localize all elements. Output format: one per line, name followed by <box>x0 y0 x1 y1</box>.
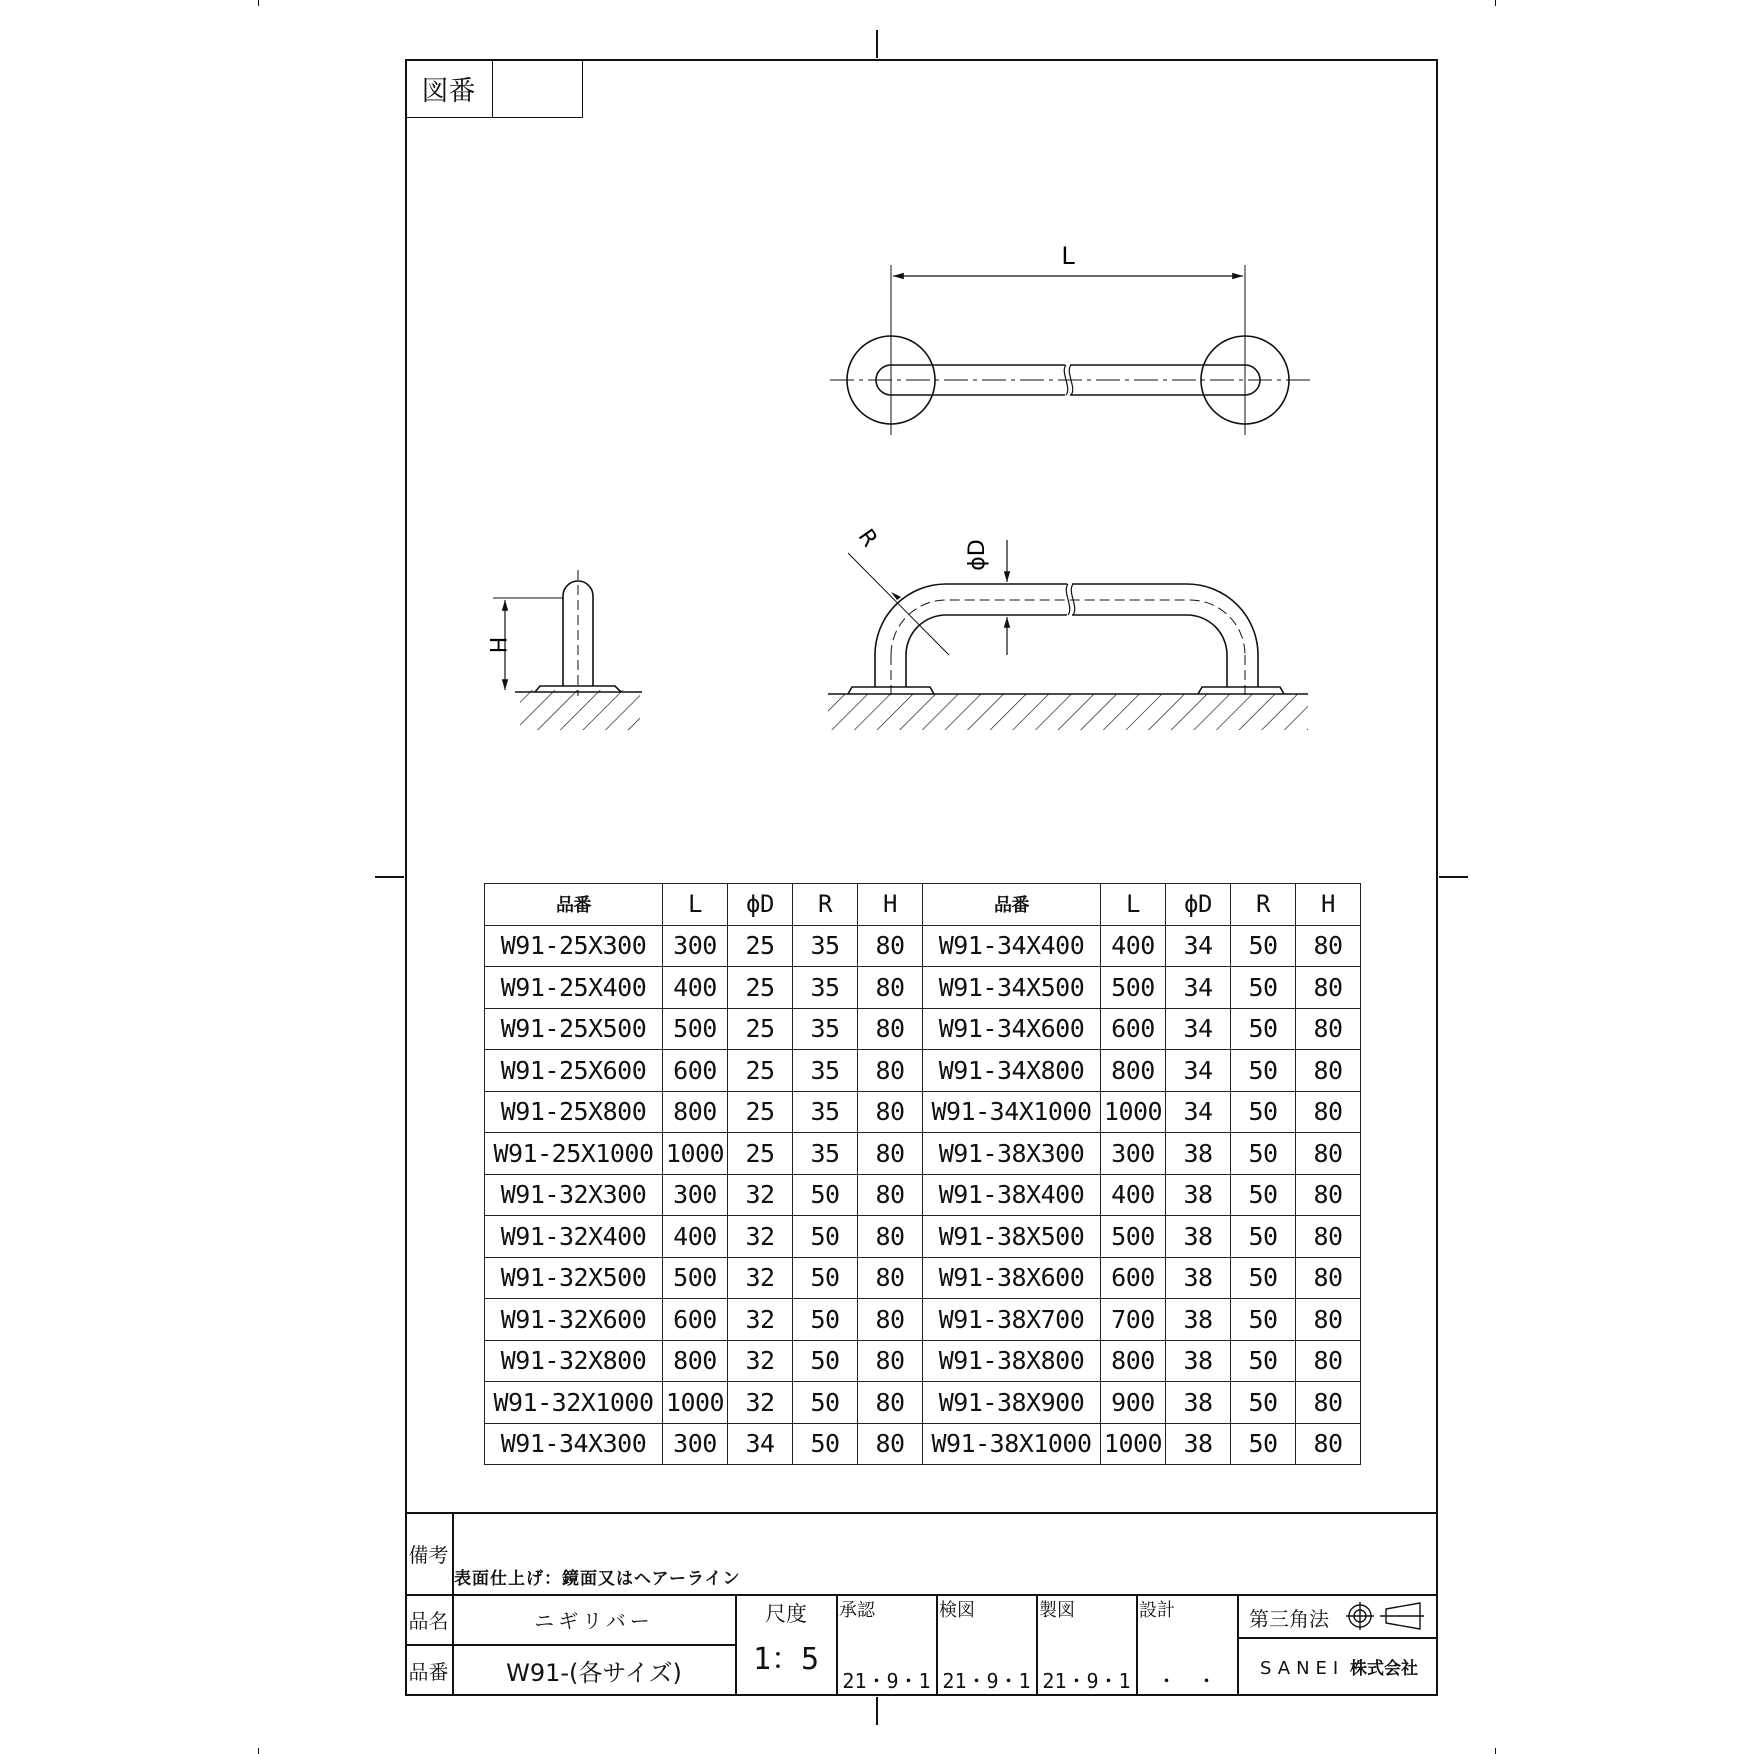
center-mark-bottom <box>876 1697 878 1725</box>
cell-R: 50 <box>1231 1174 1296 1216</box>
cell-L: 400 <box>1101 925 1166 967</box>
cell-L: 800 <box>1101 1050 1166 1092</box>
cell-H: 80 <box>1296 1340 1361 1382</box>
cell-L: 400 <box>663 1216 728 1258</box>
cell-L: 500 <box>663 1257 728 1299</box>
cell-D: 32 <box>728 1257 793 1299</box>
table-row <box>485 925 1361 967</box>
check-label: 検図 <box>939 1600 975 1621</box>
cell-D: 34 <box>1166 967 1231 1009</box>
cell-R: 35 <box>793 1050 858 1092</box>
product-name-value: ニギリバー <box>534 1608 654 1633</box>
cell-part-number: W91-32X1000 <box>485 1382 663 1424</box>
cell-L: 1000 <box>1101 1091 1166 1133</box>
cell-L: 600 <box>1101 1008 1166 1050</box>
cell-H: 80 <box>1296 925 1361 967</box>
draft-label: 製図 <box>1039 1600 1075 1621</box>
cell-L: 300 <box>1101 1133 1166 1175</box>
cell-D: 25 <box>728 967 793 1009</box>
cell-L: 300 <box>663 1174 728 1216</box>
cell-R: 35 <box>793 1133 858 1175</box>
part-number-value: W91-(各サイズ) <box>506 1659 682 1687</box>
col-header-R: R <box>793 884 858 926</box>
cell-D: 32 <box>728 1299 793 1341</box>
cell-R: 50 <box>793 1299 858 1341</box>
side-view <box>493 570 642 730</box>
cell-part-number: W91-25X300 <box>485 925 663 967</box>
approval-label: 承認 <box>839 1600 875 1621</box>
cell-H: 80 <box>1296 1257 1361 1299</box>
cell-R: 50 <box>1231 967 1296 1009</box>
table-row <box>485 1299 1361 1341</box>
cell-L: 300 <box>663 925 728 967</box>
cell-R: 50 <box>793 1340 858 1382</box>
cell-L: 1000 <box>1101 1423 1166 1465</box>
cell-H: 80 <box>1296 1050 1361 1092</box>
part-number-label: 品番 <box>408 1660 449 1684</box>
cell-part-number: W91-32X800 <box>485 1340 663 1382</box>
cell-part-number: W91-32X500 <box>485 1257 663 1299</box>
cell-D: 32 <box>728 1382 793 1424</box>
cell-H: 80 <box>1296 1133 1361 1175</box>
cell-D: 32 <box>728 1174 793 1216</box>
cell-L: 600 <box>1101 1257 1166 1299</box>
cell-L: 1000 <box>663 1382 728 1424</box>
cell-L: 500 <box>1101 967 1166 1009</box>
dim-label-H: H <box>484 636 509 654</box>
cell-H: 80 <box>858 1423 923 1465</box>
company-name <box>1260 1654 1418 1679</box>
cell-D: 34 <box>1166 1091 1231 1133</box>
cell-R: 50 <box>1231 1133 1296 1175</box>
cell-part-number: W91-34X800 <box>923 1050 1101 1092</box>
cell-H: 80 <box>1296 967 1361 1009</box>
check-date: 21・9・1 <box>942 1668 1031 1693</box>
cell-part-number: W91-34X400 <box>923 925 1101 967</box>
cell-D: 25 <box>728 1133 793 1175</box>
cell-R: 50 <box>1231 1423 1296 1465</box>
table-row <box>485 1216 1361 1258</box>
company-name-text: SANEI <box>1260 1658 1345 1679</box>
cell-L: 1000 <box>663 1133 728 1175</box>
cell-R: 50 <box>1231 1257 1296 1299</box>
cell-D: 38 <box>1166 1174 1231 1216</box>
cell-L: 500 <box>1101 1216 1166 1258</box>
cell-part-number: W91-25X1000 <box>485 1133 663 1175</box>
cell-part-number: W91-25X400 <box>485 967 663 1009</box>
cell-R: 35 <box>793 925 858 967</box>
dim-line-R <box>848 553 949 655</box>
cell-R: 35 <box>793 1091 858 1133</box>
cell-R: 50 <box>1231 1050 1296 1092</box>
cell-D: 34 <box>1166 1008 1231 1050</box>
title-block-top-rule <box>405 1512 1438 1514</box>
draft-date: 21・9・1 <box>1042 1668 1131 1693</box>
col-header-L: L <box>1101 884 1166 926</box>
cell-L: 800 <box>1101 1340 1166 1382</box>
cell-H: 80 <box>858 1216 923 1258</box>
cell-D: 25 <box>728 925 793 967</box>
cell-D: 38 <box>1166 1299 1231 1341</box>
cell-part-number: W91-34X500 <box>923 967 1101 1009</box>
cell-part-number: W91-32X400 <box>485 1216 663 1258</box>
cell-part-number: W91-38X900 <box>923 1382 1101 1424</box>
cell-D: 38 <box>1166 1133 1231 1175</box>
col-header-D: ϕD <box>1166 884 1231 926</box>
table-row <box>485 1133 1361 1175</box>
cell-R: 50 <box>793 1174 858 1216</box>
cell-R: 50 <box>1231 1091 1296 1133</box>
table-row <box>485 1423 1361 1465</box>
cell-H: 80 <box>858 1174 923 1216</box>
col-header-H: H <box>1296 884 1361 926</box>
table-header-row <box>485 884 1361 926</box>
corner-mark-br <box>1495 1748 1496 1754</box>
cell-R: 35 <box>793 967 858 1009</box>
cell-D: 34 <box>1166 1050 1231 1092</box>
dim-label-L: L <box>1061 242 1075 270</box>
cell-part-number: W91-38X700 <box>923 1299 1101 1341</box>
cell-H: 80 <box>858 1133 923 1175</box>
projection-label: 第三角法 <box>1249 1607 1329 1631</box>
cell-part-number: W91-38X800 <box>923 1340 1101 1382</box>
col-header-part-number: 品番 <box>485 884 663 926</box>
cell-part-number: W91-38X1000 <box>923 1423 1101 1465</box>
cell-H: 80 <box>858 967 923 1009</box>
cell-R: 50 <box>793 1382 858 1424</box>
cell-R: 50 <box>1231 1340 1296 1382</box>
col-header-R: R <box>1231 884 1296 926</box>
cell-L: 500 <box>663 1008 728 1050</box>
cell-part-number: W91-38X300 <box>923 1133 1101 1175</box>
cell-D: 25 <box>728 1050 793 1092</box>
cell-D: 32 <box>728 1340 793 1382</box>
cell-D: 38 <box>1166 1423 1231 1465</box>
cell-L: 300 <box>663 1423 728 1465</box>
cell-H: 80 <box>858 1008 923 1050</box>
cell-part-number: W91-25X600 <box>485 1050 663 1092</box>
dim-label-R: R <box>852 524 882 552</box>
design-col-rule <box>1237 1594 1239 1696</box>
cell-part-number: W91-34X1000 <box>923 1091 1101 1133</box>
scale-value: 1：5 <box>752 1642 820 1677</box>
table-row <box>485 1257 1361 1299</box>
cell-R: 50 <box>1231 1299 1296 1341</box>
cell-L: 800 <box>663 1340 728 1382</box>
cell-L: 900 <box>1101 1382 1166 1424</box>
cell-H: 80 <box>1296 1423 1361 1465</box>
cell-R: 50 <box>1231 925 1296 967</box>
cell-R: 50 <box>1231 1382 1296 1424</box>
cell-D: 38 <box>1166 1257 1231 1299</box>
specification-table <box>484 883 1361 1465</box>
design-date: ・ ・ <box>1156 1668 1217 1693</box>
table-row <box>485 1008 1361 1050</box>
table-row <box>485 1382 1361 1424</box>
design-label: 設計 <box>1139 1600 1175 1621</box>
cell-D: 25 <box>728 1008 793 1050</box>
corner-mark-bl <box>258 1748 259 1754</box>
table-row <box>485 1050 1361 1092</box>
cell-R: 50 <box>793 1423 858 1465</box>
cell-H: 80 <box>858 1050 923 1092</box>
projection-rule <box>1237 1637 1438 1639</box>
company-suffix-text: 株式会社 <box>1349 1659 1418 1679</box>
cell-D: 34 <box>728 1423 793 1465</box>
top-view <box>830 265 1312 435</box>
cell-H: 80 <box>1296 1091 1361 1133</box>
cell-H: 80 <box>1296 1299 1361 1341</box>
cell-H: 80 <box>858 1091 923 1133</box>
cell-H: 80 <box>858 1257 923 1299</box>
scale-label: 尺度 <box>765 1602 807 1626</box>
cell-part-number: W91-38X600 <box>923 1257 1101 1299</box>
cell-part-number: W91-38X500 <box>923 1216 1101 1258</box>
col-header-D: ϕD <box>728 884 793 926</box>
cell-R: 50 <box>793 1257 858 1299</box>
cell-L: 400 <box>1101 1174 1166 1216</box>
drawing-number-label: 図番 <box>405 59 493 118</box>
cell-H: 80 <box>858 925 923 967</box>
cell-D: 34 <box>1166 925 1231 967</box>
product-name-label: 品名 <box>408 1608 449 1633</box>
col-header-H: H <box>858 884 923 926</box>
cell-D: 32 <box>728 1216 793 1258</box>
third-angle-projection-icon <box>1346 1600 1426 1632</box>
cell-part-number: W91-32X600 <box>485 1299 663 1341</box>
cell-L: 600 <box>663 1299 728 1341</box>
cell-H: 80 <box>1296 1216 1361 1258</box>
cell-L: 600 <box>663 1050 728 1092</box>
remarks-label: 備考 <box>408 1542 449 1567</box>
cell-R: 35 <box>793 1008 858 1050</box>
cell-L: 800 <box>663 1091 728 1133</box>
table-row <box>485 1174 1361 1216</box>
cell-H: 80 <box>858 1382 923 1424</box>
cell-D: 38 <box>1166 1216 1231 1258</box>
cell-L: 400 <box>663 967 728 1009</box>
cell-part-number: W91-25X800 <box>485 1091 663 1133</box>
cell-D: 25 <box>728 1091 793 1133</box>
cell-L: 700 <box>1101 1299 1166 1341</box>
cell-H: 80 <box>1296 1382 1361 1424</box>
cell-part-number: W91-38X400 <box>923 1174 1101 1216</box>
table-row <box>485 967 1361 1009</box>
approval-date: 21・9・1 <box>842 1668 931 1693</box>
col-header-L: L <box>663 884 728 926</box>
cell-H: 80 <box>858 1299 923 1341</box>
table-row <box>485 1340 1361 1382</box>
front-view <box>828 540 1308 730</box>
table-row <box>485 1091 1361 1133</box>
cell-D: 38 <box>1166 1382 1231 1424</box>
cell-H: 80 <box>858 1340 923 1382</box>
cell-H: 80 <box>1296 1174 1361 1216</box>
cell-part-number: W91-34X600 <box>923 1008 1101 1050</box>
remarks-text: 表面仕上げ：鏡面又はヘアーライン <box>454 1569 741 1589</box>
cell-part-number: W91-32X300 <box>485 1174 663 1216</box>
cell-D: 38 <box>1166 1340 1231 1382</box>
cell-part-number: W91-34X300 <box>485 1423 663 1465</box>
cell-part-number: W91-25X500 <box>485 1008 663 1050</box>
cell-R: 50 <box>1231 1216 1296 1258</box>
cell-R: 50 <box>1231 1008 1296 1050</box>
cell-R: 50 <box>793 1216 858 1258</box>
dim-label-phiD: ϕD <box>965 539 990 571</box>
col-header-part-number: 品番 <box>923 884 1101 926</box>
cell-H: 80 <box>1296 1008 1361 1050</box>
